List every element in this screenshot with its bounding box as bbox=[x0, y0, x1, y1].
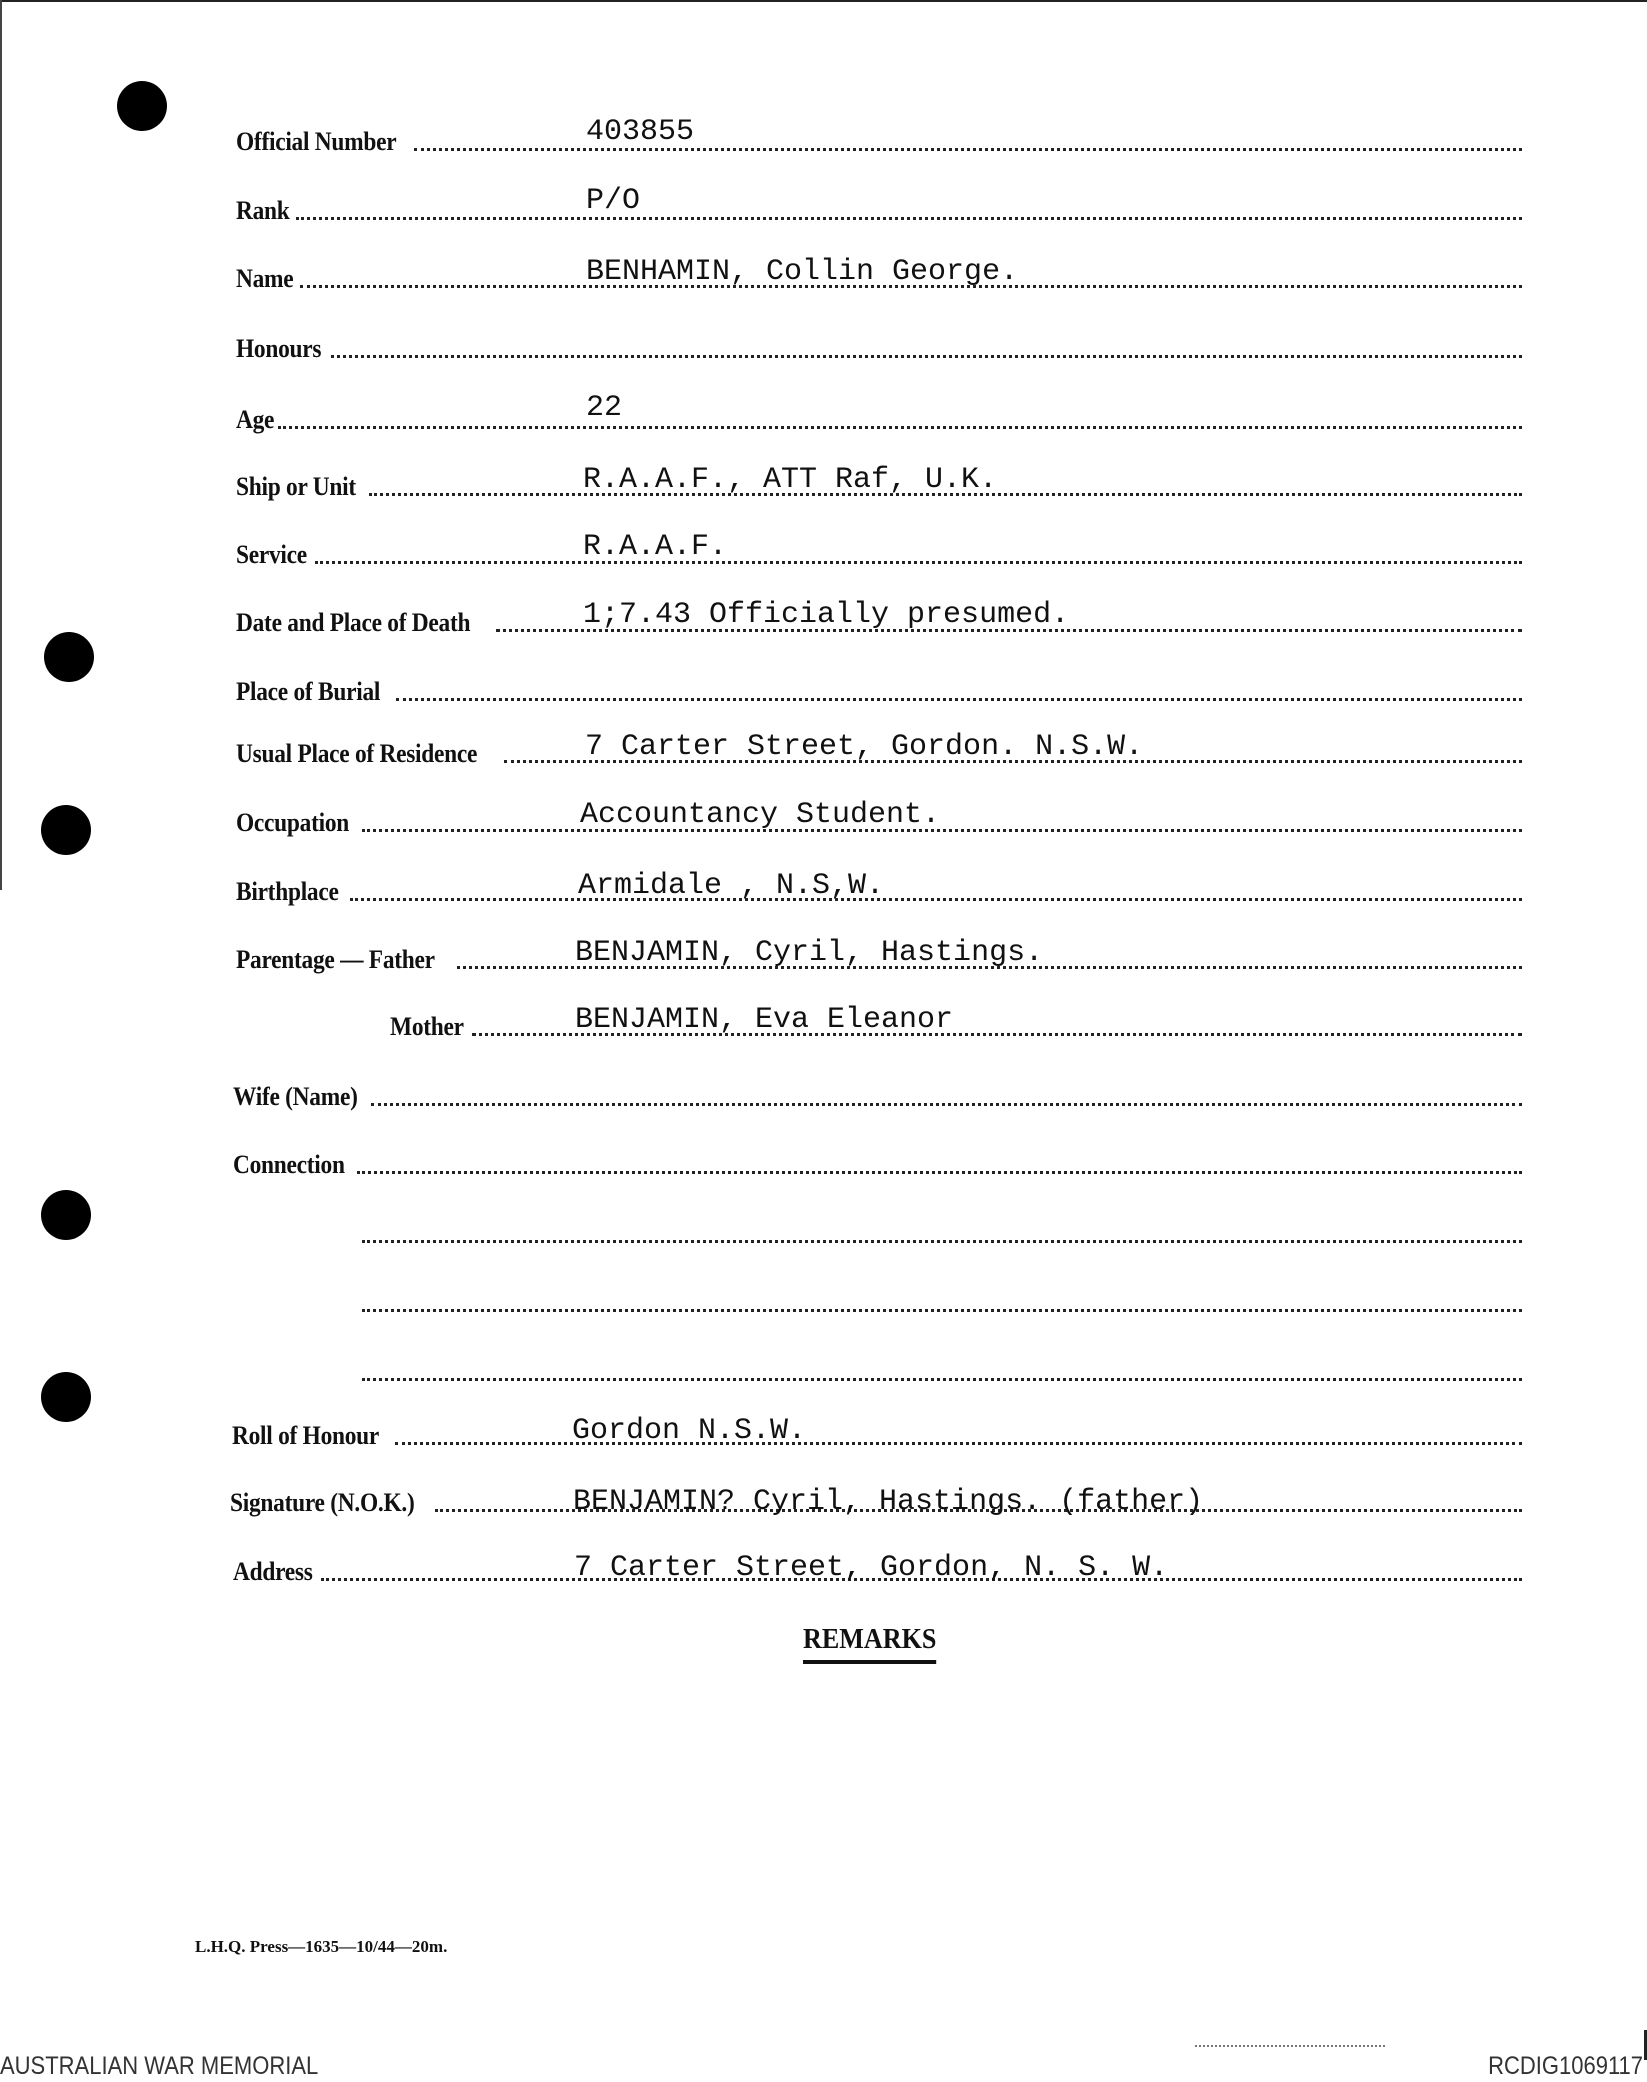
value-name: BENHAMIN, Collin George. bbox=[586, 255, 1019, 289]
field-label: Service bbox=[236, 540, 307, 569]
field-label: Roll of Honour bbox=[232, 1421, 380, 1450]
field-label: Place of Burial bbox=[236, 677, 381, 706]
value-rank: P/O bbox=[586, 184, 641, 218]
field-label: Ship or Unit bbox=[236, 472, 356, 501]
field-label: Birthplace bbox=[236, 877, 339, 906]
remarks-heading: REMARKS bbox=[803, 1623, 936, 1664]
field-label: Parentage — Father bbox=[236, 945, 435, 974]
field-mother bbox=[390, 1000, 1522, 1040]
field-label: Occupation bbox=[236, 808, 350, 837]
dotted-line bbox=[315, 560, 1522, 564]
value-father: BENJAMIN, Cyril, Hastings. bbox=[575, 936, 1044, 970]
field-label: Date and Place of Death bbox=[236, 608, 471, 637]
field-roll-of-honour bbox=[232, 1409, 1522, 1449]
dotted-line bbox=[414, 147, 1522, 151]
field-wife bbox=[233, 1070, 1522, 1110]
field-label: Address bbox=[233, 1557, 313, 1586]
blank-line bbox=[362, 1207, 1522, 1247]
value-ship-or-unit: R.A.A.F., ATT Raf, U.K. bbox=[583, 463, 998, 497]
dotted-line bbox=[278, 425, 1522, 429]
value-occupation: Accountancy Student. bbox=[580, 798, 941, 832]
printer-note: L.H.Q. Press—1635—10/44—20m. bbox=[195, 1937, 448, 1956]
value-residence: 7 Carter Street, Gordon. N.S.W. bbox=[585, 730, 1144, 764]
blank-line bbox=[362, 1345, 1522, 1385]
field-label: Name bbox=[236, 264, 294, 293]
dotted-line bbox=[362, 1239, 1522, 1243]
field-service bbox=[236, 528, 1522, 568]
scan-edge-left bbox=[0, 0, 2, 890]
value-date-place-death: 1;7.43 Officially presumed. bbox=[583, 598, 1070, 632]
field-age bbox=[236, 393, 1522, 433]
scan-mark bbox=[1195, 2045, 1385, 2047]
footer-record-id: RCDIG1069117 bbox=[1488, 2052, 1643, 2080]
punch-hole bbox=[41, 1372, 91, 1422]
dotted-line bbox=[362, 1308, 1522, 1312]
dotted-line bbox=[371, 1102, 1522, 1106]
dotted-line bbox=[296, 216, 1523, 220]
field-official-number bbox=[236, 115, 1522, 155]
punch-hole bbox=[41, 805, 91, 855]
value-mother: BENJAMIN, Eva Eleanor bbox=[575, 1003, 954, 1037]
value-roll-of-honour: Gordon N.S.W. bbox=[572, 1414, 807, 1448]
field-honours bbox=[236, 322, 1522, 362]
dotted-line bbox=[357, 1170, 1522, 1174]
punch-hole bbox=[41, 1190, 91, 1240]
field-rank bbox=[236, 184, 1522, 224]
punch-hole bbox=[44, 632, 94, 682]
field-label: Connection bbox=[233, 1150, 345, 1179]
value-signature-nok: BENJAMIN? Cyril, Hastings. (father) bbox=[573, 1485, 1204, 1519]
field-connection bbox=[233, 1138, 1522, 1178]
dotted-line bbox=[395, 1441, 1522, 1445]
footer-archive-name: AUSTRALIAN WAR MEMORIAL bbox=[0, 2052, 319, 2080]
field-label: Wife (Name) bbox=[233, 1082, 358, 1111]
punch-hole bbox=[117, 81, 167, 131]
dotted-line bbox=[350, 897, 1522, 901]
field-label: Honours bbox=[236, 334, 322, 363]
value-birthplace: Armidale , N.S,W. bbox=[578, 869, 885, 903]
dotted-line bbox=[362, 1377, 1522, 1381]
scan-edge-top bbox=[0, 0, 1647, 2]
dotted-line bbox=[396, 697, 1522, 701]
blank-line bbox=[362, 1276, 1522, 1316]
field-label: Signature (N.O.K.) bbox=[230, 1488, 415, 1517]
dotted-line bbox=[362, 828, 1522, 832]
field-label: Rank bbox=[236, 196, 290, 225]
value-age: 22 bbox=[586, 391, 623, 425]
field-label: Age bbox=[236, 405, 275, 434]
field-label: Official Number bbox=[236, 127, 397, 156]
field-label: Usual Place of Residence bbox=[236, 739, 478, 768]
field-label: Mother bbox=[390, 1012, 464, 1041]
dotted-line bbox=[331, 354, 1522, 358]
value-service: R.A.A.F. bbox=[583, 530, 728, 564]
value-official-number: 403855 bbox=[586, 115, 695, 149]
value-address: 7 Carter Street, Gordon, N. S. W. bbox=[574, 1551, 1169, 1585]
field-place-of-burial bbox=[236, 665, 1522, 705]
